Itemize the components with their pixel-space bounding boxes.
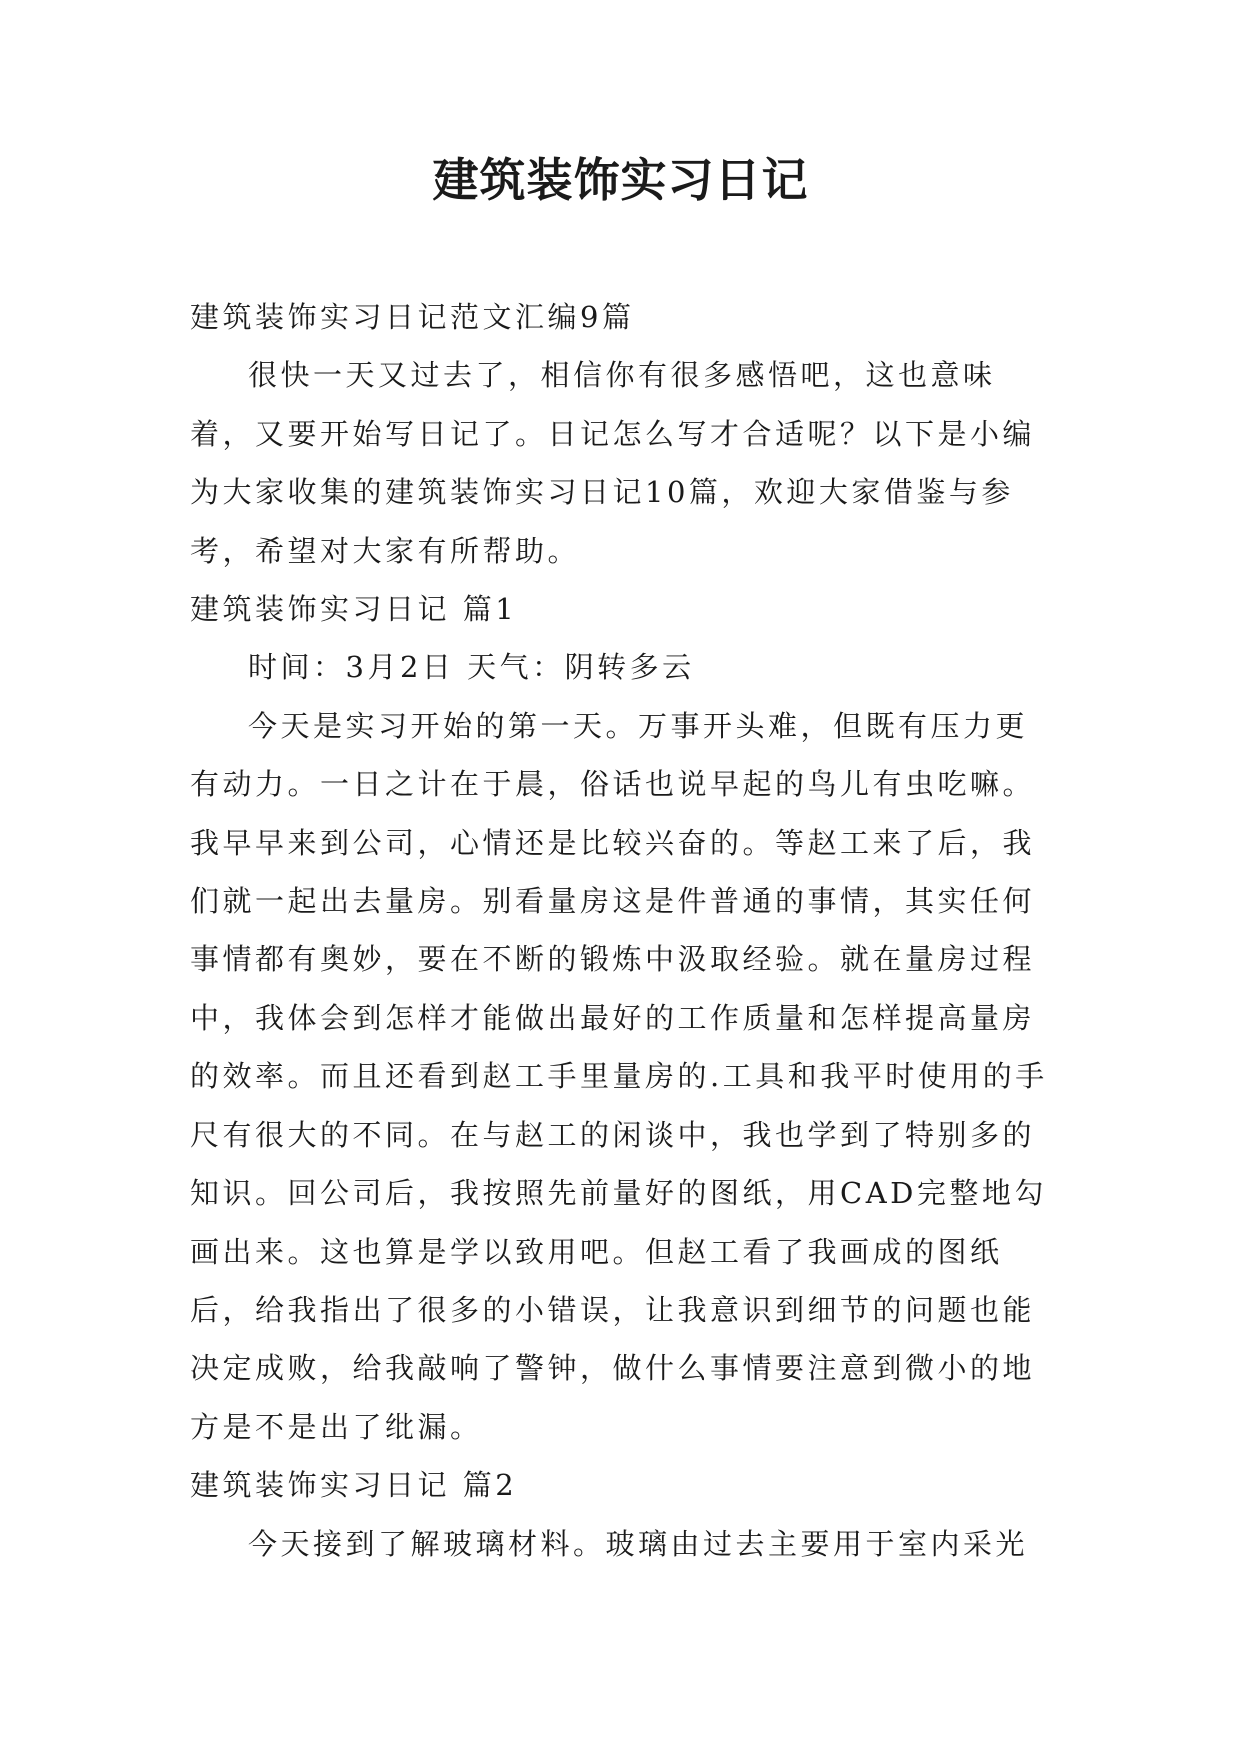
- intro-paragraph: 很快一天又过去了，相信你有很多感悟吧，这也意味着，又要开始写日记了。日记怎么写才合适呢？以下是小编为大家收集的建筑装饰实习日记10篇，欢迎大家借鉴与参考，希望对大家有所帮助。: [190, 358, 1036, 568]
- section-heading: 建筑装饰实习日记 篇1: [190, 592, 518, 627]
- section-paragraph: 今天是实习开始的第一天。万事开头难，但既有压力更有动力。一日之计在于晨，俗话也说早起的鸟儿有虫吃嘛。我早早来到公司，心情还是比较兴奋的。等赵工来了后，我们就一起出去量房。别看量房这是件普通的事情，其实任何事情都有奥妙，要在不断的锻炼中汲取经验。就在量房过程中，我体会到怎样才能做出最好的工作质量和怎样提高量房的效率。而且还看到赵工手里量房的.工具和我平时使用的手尺有很大的不同。在与赵工的闲谈中，我也学到了特别多的知识。回公司后，我按照先前量好的图纸，用CAD完整地勾画出来。这也算是学以致用吧。但赵工看了我画成的图纸后，给我指出了很多的小错误，让我意识到细节的问题也能决定成败，给我敲响了警钟，做什么事情要注意到微小的地方是不是出了纰漏。: [190, 708, 1048, 1444]
- document-body: [190, 288, 1052, 1573]
- section-heading: 建筑装饰实习日记 篇2: [190, 1468, 518, 1503]
- section-meta: 时间：3月2日 天气：阴转多云: [248, 650, 695, 685]
- document-title: 建筑装饰实习日记: [432, 153, 809, 207]
- document-subtitle: 建筑装饰实习日记范文汇编9篇: [190, 300, 635, 334]
- section-paragraph: 今天接到了解玻璃材料。玻璃由过去主要用于室内采光: [248, 1526, 1029, 1561]
